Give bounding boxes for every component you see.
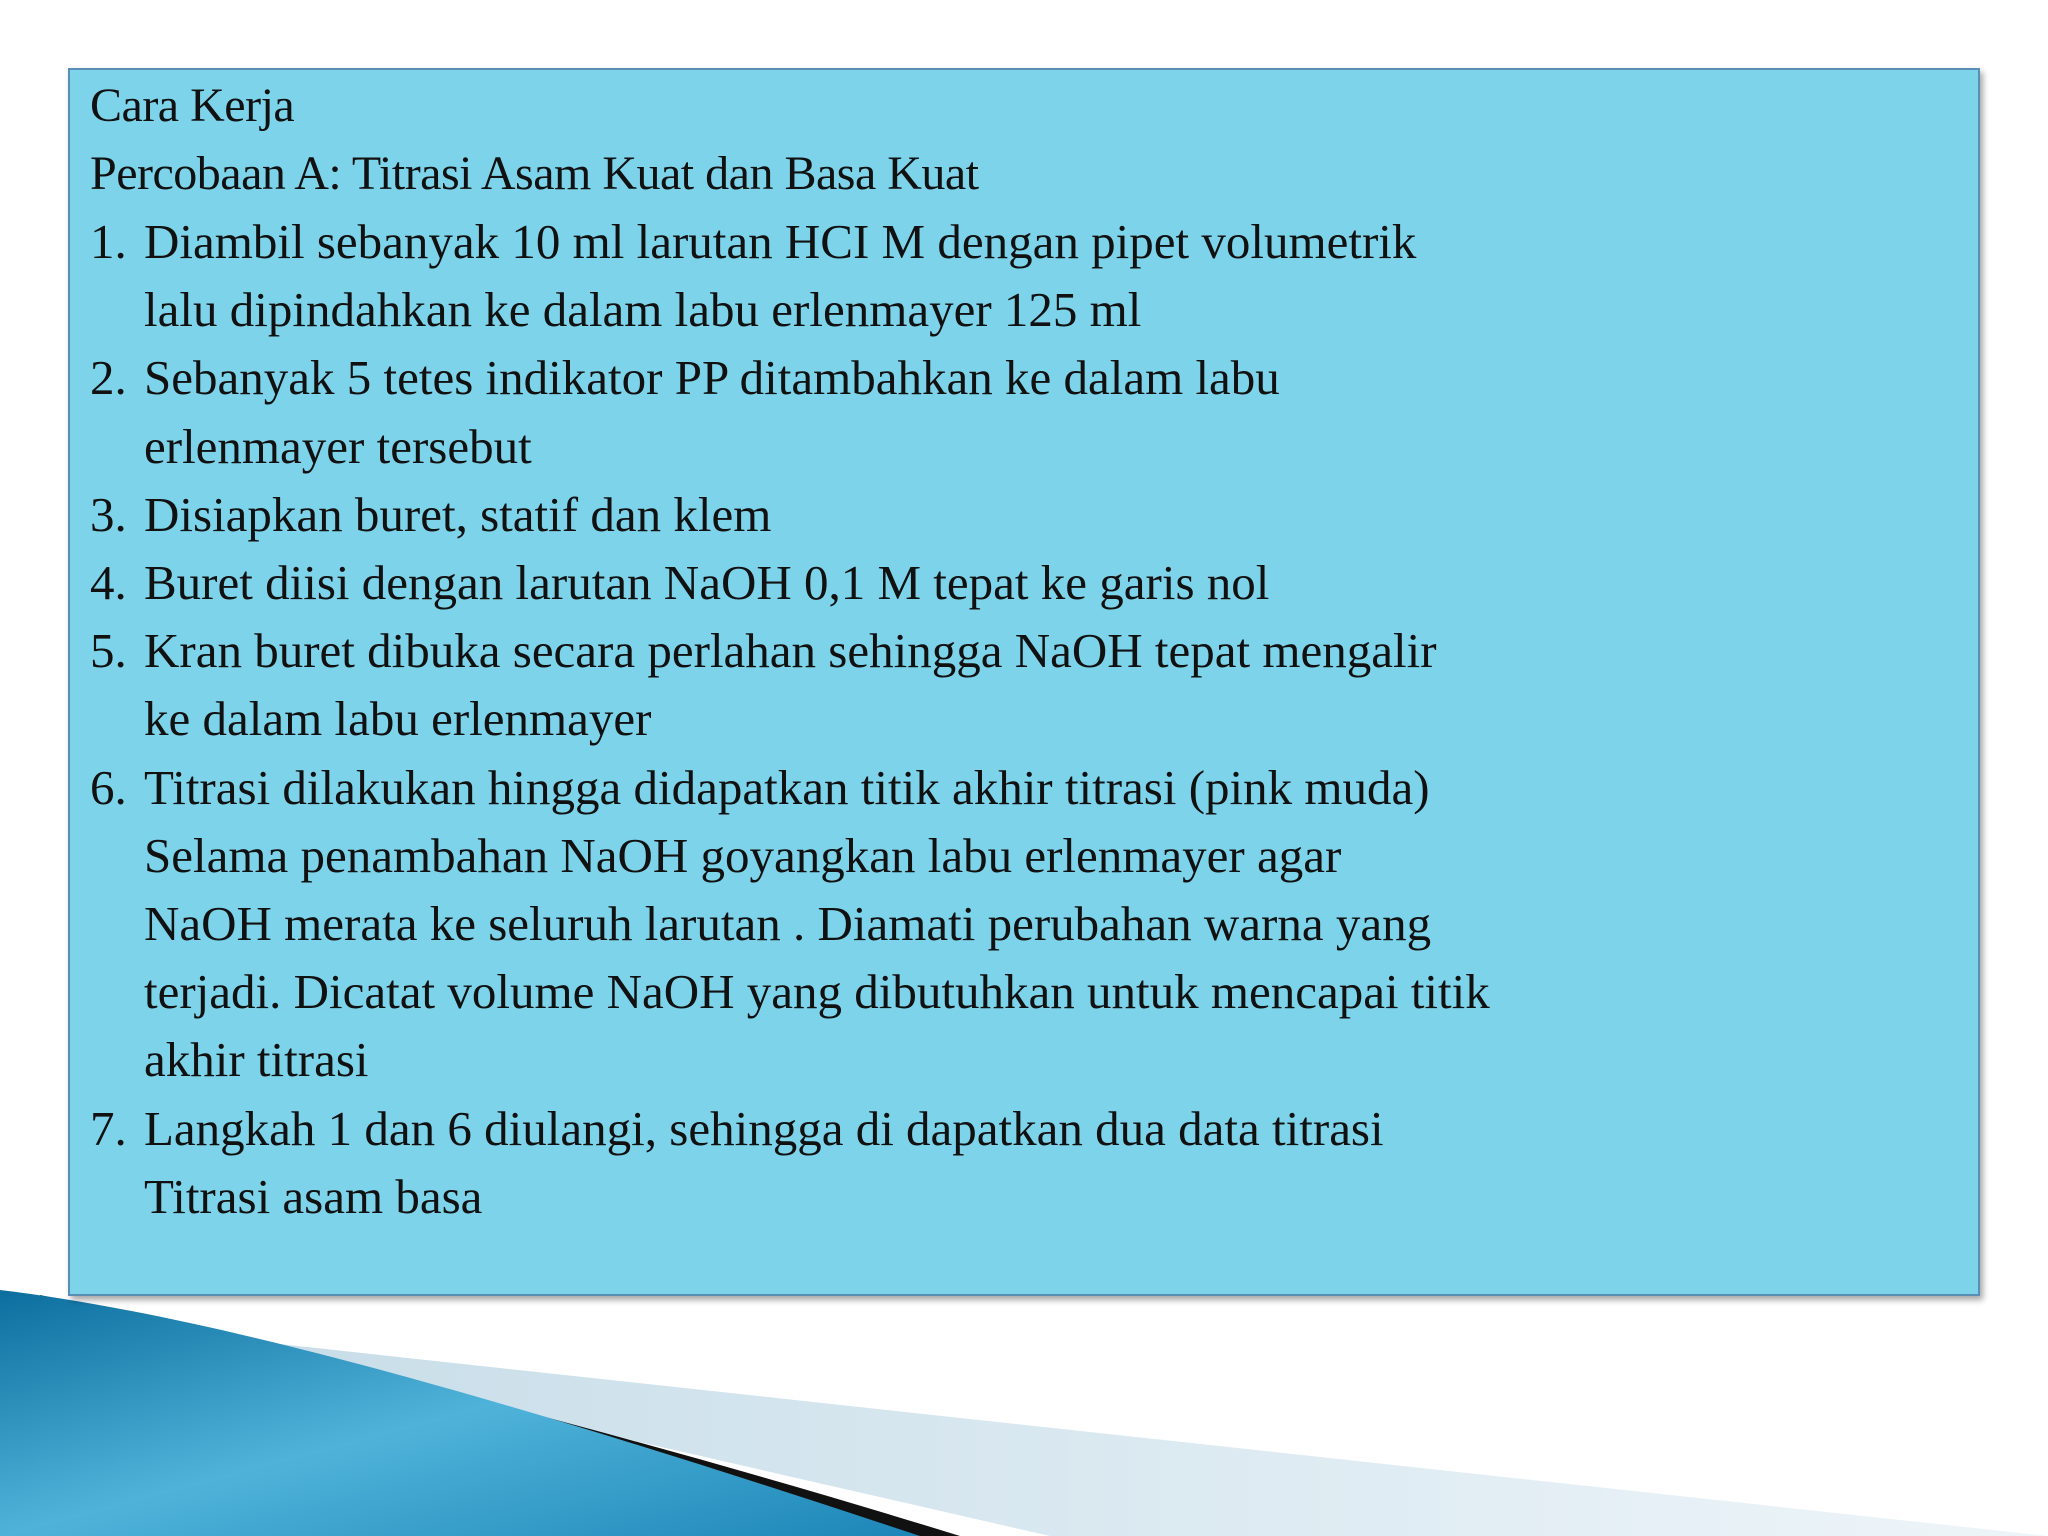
step-text: Disiapkan buret, statif dan klem bbox=[144, 486, 772, 542]
step-item bbox=[90, 344, 1954, 480]
step-text: Sebanyak 5 tetes indikator PP ditambahkan ke dalam labu erlenmayer tersebut bbox=[144, 350, 1280, 474]
section-title: Cara Kerja bbox=[90, 79, 295, 132]
step-number: 4. bbox=[90, 555, 127, 611]
step-item bbox=[90, 549, 1954, 617]
step-item bbox=[90, 617, 1954, 753]
step-number: 5. bbox=[90, 623, 127, 679]
step-text: Langkah 1 dan 6 diulangi, sehingga di dapatkan dua data titrasi Titrasi asam basa bbox=[144, 1100, 1384, 1224]
experiment-subtitle: Percobaan A: Titrasi Asam Kuat dan Basa Kuat bbox=[90, 147, 979, 200]
step-text: Diambil sebanyak 10 ml larutan HCI M dengan pipet volumetrik lalu dipindahkan ke dalam labu erlenmayer 125 ml bbox=[144, 214, 1417, 338]
step-number: 6. bbox=[90, 759, 127, 815]
step-item bbox=[90, 754, 1954, 1095]
step-number: 2. bbox=[90, 350, 127, 406]
step-number: 3. bbox=[90, 486, 127, 542]
step-number: 7. bbox=[90, 1100, 127, 1156]
step-text: Buret diisi dengan larutan NaOH 0,1 M tepat ke garis nol bbox=[144, 555, 1270, 611]
content-box bbox=[68, 68, 1980, 1296]
step-item bbox=[90, 481, 1954, 549]
step-item bbox=[90, 208, 1954, 344]
step-number: 1. bbox=[90, 214, 127, 269]
procedure-steps bbox=[90, 208, 1954, 1231]
step-text: Kran buret dibuka secara perlahan sehingga NaOH tepat mengalir ke dalam labu erlenmayer bbox=[144, 623, 1437, 747]
step-text: Titrasi dilakukan hingga didapatkan titik akhir titrasi (pink muda) Selama penambahan NaOH goyangkan labu erlenmayer agar NaOH merata ke seluruh larutan . Diamati perubahan warna yang terjadi. Dicatat volume NaOH yang dibutuhkan untuk mencapai titik akhir titrasi bbox=[144, 759, 1490, 1088]
step-item bbox=[90, 1095, 1954, 1231]
